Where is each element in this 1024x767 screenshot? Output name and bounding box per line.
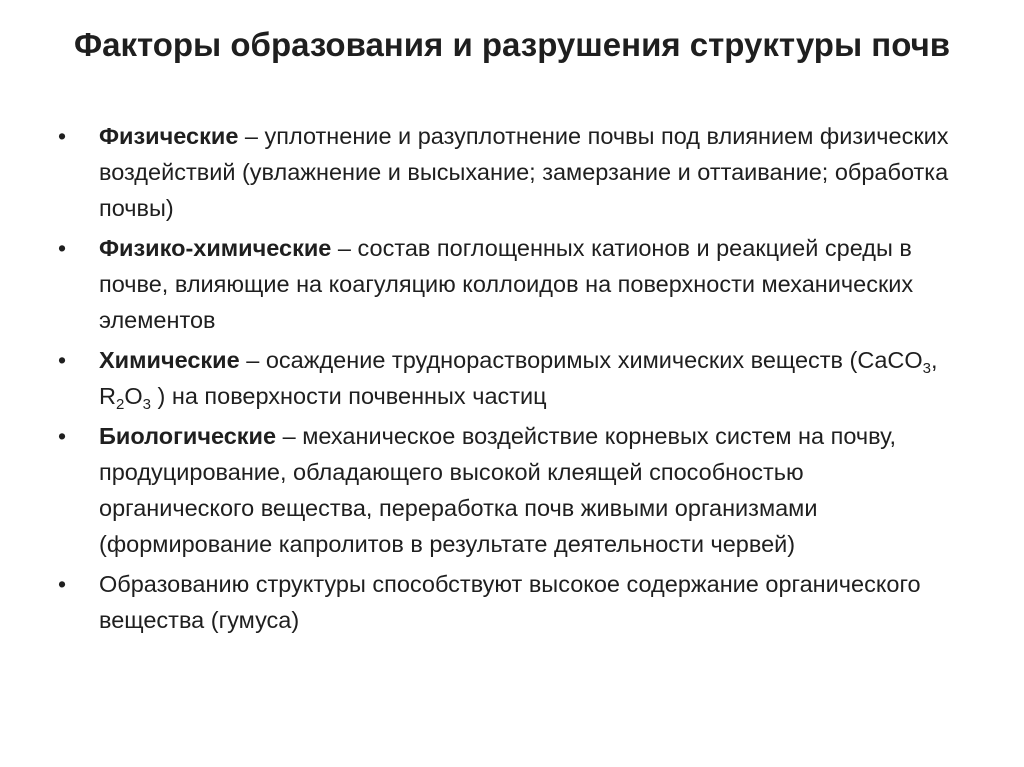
bullet-term: Физико-химические — [99, 235, 332, 261]
bullet-physical — [55, 118, 955, 226]
bullet-organic-matter — [55, 566, 955, 638]
subscript: 3 — [922, 360, 932, 377]
bullet-text: – механическое воздействие корневых систем на почву, продуцирование, обладающего высокой клеящей способностью органического вещества, переработка почв живыми организмами (формирование капролитов в результате деятельности червей) — [99, 423, 897, 557]
bullet-text: – уплотнение и разуплотнение почвы под влиянием физических воздействий (увлажнение и высыхание; замерзание и оттаивание; обработка почвы) — [99, 123, 949, 221]
bullet-physicochemical — [55, 230, 955, 338]
bullet-term: Химические — [99, 347, 240, 373]
slide-title: Факторы образования и разрушения структуры почв — [73, 26, 951, 63]
bullet-biological — [55, 418, 955, 562]
bullet-list — [55, 118, 955, 642]
bullet-text: Образованию структуры способствуют высокое содержание органического вещества (гумуса) — [99, 571, 921, 633]
subscript: 2 — [115, 396, 125, 413]
bullet-text: , R — [99, 347, 938, 409]
subscript: 3 — [142, 396, 151, 413]
bullet-text: ) на поверхности почвенных частиц — [150, 383, 547, 409]
bullet-term: Физические — [99, 123, 239, 149]
bullet-term: Биологические — [99, 423, 277, 449]
bullet-text: – осаждение труднорастворимых химических веществ (CaCO — [239, 347, 923, 373]
bullet-text: – состав поглощенных катионов и реакцией среды в почве, влияющие на коагуляцию коллоидов на поверхности механических элементов — [99, 235, 914, 333]
bullet-chemical — [55, 342, 955, 414]
bullet-text: O — [124, 383, 143, 409]
